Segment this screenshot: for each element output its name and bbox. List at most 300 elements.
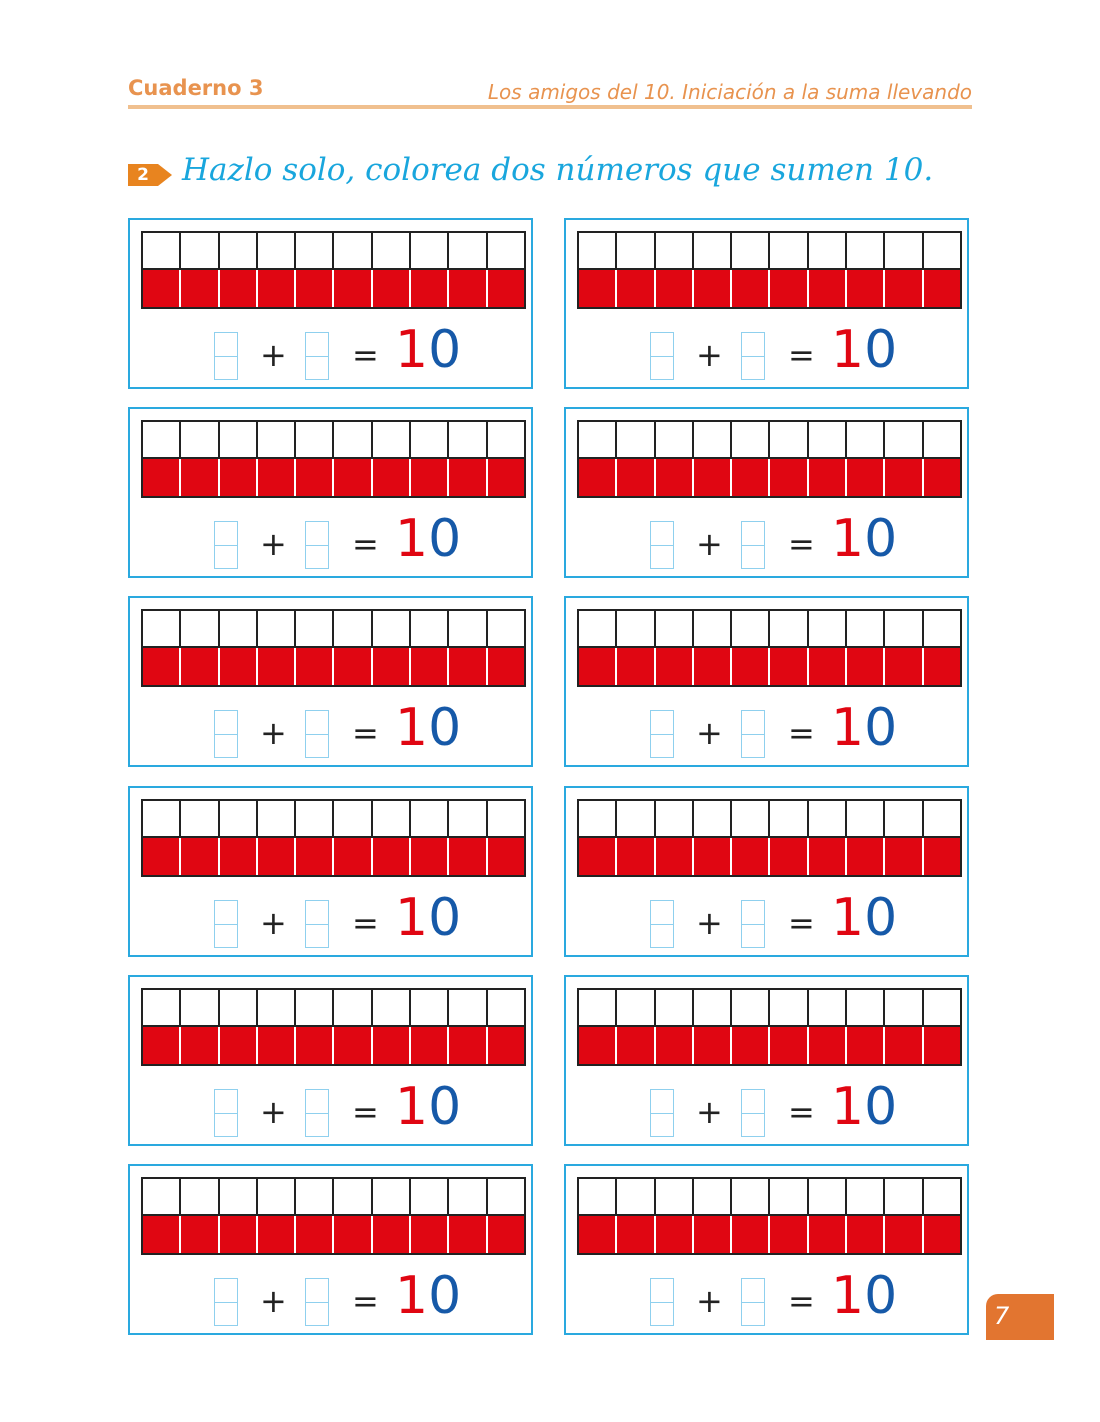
red-cell <box>181 838 219 875</box>
colorable-cell[interactable] <box>334 990 372 1025</box>
colorable-cell[interactable] <box>732 801 770 836</box>
addend-box-1[interactable] <box>650 521 674 569</box>
red-cell <box>656 1027 694 1064</box>
ten-bar-top-row <box>143 990 524 1027</box>
colorable-cell[interactable] <box>924 611 960 646</box>
red-cell <box>258 1216 296 1253</box>
colorable-cell[interactable] <box>885 990 923 1025</box>
colorable-cell[interactable] <box>373 990 411 1025</box>
colorable-cell[interactable] <box>488 233 524 268</box>
colorable-cell[interactable] <box>181 611 219 646</box>
sum-ten <box>395 1266 462 1326</box>
colorable-cell[interactable] <box>732 1179 770 1214</box>
equals-sign: = <box>788 714 815 753</box>
red-cell <box>885 1216 923 1253</box>
colorable-cell[interactable] <box>809 990 847 1025</box>
addend-box-1[interactable] <box>650 1278 674 1326</box>
notebook-title: Cuaderno 3 <box>128 76 264 100</box>
colorable-cell[interactable] <box>656 801 694 836</box>
colorable-cell[interactable] <box>143 611 181 646</box>
red-cell <box>181 648 219 685</box>
colorable-cell[interactable] <box>411 233 449 268</box>
red-cell <box>220 648 258 685</box>
colorable-cell[interactable] <box>258 1179 296 1214</box>
colorable-cell[interactable] <box>258 611 296 646</box>
red-cell <box>373 270 411 307</box>
colorable-cell[interactable] <box>885 233 923 268</box>
colorable-cell[interactable] <box>809 233 847 268</box>
colorable-cell[interactable] <box>334 801 372 836</box>
red-cell <box>334 838 372 875</box>
red-cell <box>220 459 258 496</box>
colorable-cell[interactable] <box>373 801 411 836</box>
ten-bar <box>577 420 962 498</box>
exercise-card <box>564 786 969 957</box>
plus-sign: + <box>696 1282 723 1320</box>
red-cell <box>924 459 960 496</box>
page-header <box>128 74 972 110</box>
sum-ten <box>395 887 462 948</box>
colorable-cell[interactable] <box>809 422 847 457</box>
colorable-cell[interactable] <box>885 1179 923 1214</box>
colorable-cell[interactable] <box>579 233 617 268</box>
colorable-cell[interactable] <box>181 801 219 836</box>
colorable-cell[interactable] <box>770 611 808 646</box>
red-cell <box>847 1216 885 1253</box>
sum-ten <box>831 320 898 380</box>
equation <box>130 320 531 384</box>
colorable-cell[interactable] <box>334 422 372 457</box>
ten-bar-bottom-row <box>579 1216 960 1253</box>
red-cell <box>220 1216 258 1253</box>
addend-box-1[interactable] <box>214 332 238 380</box>
colorable-cell[interactable] <box>411 990 449 1025</box>
colorable-cell[interactable] <box>373 611 411 646</box>
unit-title: Los amigos del 10. Iniciación a la suma llevando <box>487 80 972 104</box>
colorable-cell[interactable] <box>488 801 524 836</box>
colorable-cell[interactable] <box>770 233 808 268</box>
red-cell <box>296 838 334 875</box>
colorable-cell[interactable] <box>924 801 960 836</box>
colorable-cell[interactable] <box>488 1179 524 1214</box>
ten-bar-top-row <box>143 1179 524 1216</box>
red-cell <box>181 1216 219 1253</box>
sum-tens-digit: 1 <box>395 1076 429 1137</box>
colorable-cell[interactable] <box>488 422 524 457</box>
ten-bar-top-row <box>143 801 524 838</box>
colorable-cell[interactable] <box>847 233 885 268</box>
addend-box-2[interactable] <box>741 521 765 569</box>
colorable-cell[interactable] <box>809 611 847 646</box>
red-cell <box>617 459 655 496</box>
colorable-cell[interactable] <box>296 990 334 1025</box>
red-cell <box>579 270 617 307</box>
colorable-cell[interactable] <box>694 233 732 268</box>
colorable-cell[interactable] <box>847 801 885 836</box>
red-cell <box>449 1027 487 1064</box>
addend-box-2[interactable] <box>305 710 329 758</box>
colorable-cell[interactable] <box>296 422 334 457</box>
colorable-cell[interactable] <box>220 422 258 457</box>
sum-units-digit: 0 <box>864 320 898 380</box>
addend-box-2[interactable] <box>741 710 765 758</box>
colorable-cell[interactable] <box>334 1179 372 1214</box>
colorable-cell[interactable] <box>296 801 334 836</box>
red-cell <box>924 838 960 875</box>
ten-bar <box>141 609 526 687</box>
colorable-cell[interactable] <box>411 801 449 836</box>
colorable-cell[interactable] <box>924 990 960 1025</box>
colorable-cell[interactable] <box>617 611 655 646</box>
equation <box>566 698 967 762</box>
sum-ten <box>831 698 898 759</box>
colorable-cell[interactable] <box>296 1179 334 1214</box>
colorable-cell[interactable] <box>143 422 181 457</box>
red-cell <box>770 270 808 307</box>
ten-bar-top-row <box>579 801 960 838</box>
ten-bar <box>141 1177 526 1255</box>
colorable-cell[interactable] <box>220 233 258 268</box>
red-cell <box>656 838 694 875</box>
colorable-cell[interactable] <box>847 1179 885 1214</box>
colorable-cell[interactable] <box>258 801 296 836</box>
colorable-cell[interactable] <box>143 1179 181 1214</box>
ten-bar <box>577 988 962 1066</box>
equation <box>130 1266 531 1330</box>
addend-box-1[interactable] <box>214 1089 238 1137</box>
red-cell <box>143 459 181 496</box>
equals-sign: = <box>352 1092 379 1131</box>
colorable-cell[interactable] <box>656 1179 694 1214</box>
red-cell <box>579 838 617 875</box>
page-tab <box>986 1294 1054 1340</box>
red-cell <box>334 270 372 307</box>
red-cell <box>411 459 449 496</box>
sum-units-digit: 0 <box>428 887 462 948</box>
red-cell <box>656 648 694 685</box>
red-cell <box>143 838 181 875</box>
red-cell <box>809 1216 847 1253</box>
sum-tens-digit: 1 <box>395 509 429 570</box>
ten-bar-top-row <box>579 611 960 648</box>
red-cell <box>885 459 923 496</box>
red-cell <box>809 1027 847 1064</box>
red-cell <box>809 838 847 875</box>
exercise-number: 2 <box>137 165 149 185</box>
colorable-cell[interactable] <box>488 611 524 646</box>
ten-bar-bottom-row <box>143 270 524 307</box>
ten-bar-top-row <box>143 611 524 648</box>
exercise-card <box>564 218 969 389</box>
equation <box>130 698 531 762</box>
sum-units-digit: 0 <box>428 1266 462 1326</box>
colorable-cell[interactable] <box>220 611 258 646</box>
colorable-cell[interactable] <box>334 233 372 268</box>
red-cell <box>334 1027 372 1064</box>
colorable-cell[interactable] <box>847 422 885 457</box>
addend-box-2[interactable] <box>741 332 765 380</box>
sum-tens-digit: 1 <box>831 1076 865 1137</box>
addend-box-2[interactable] <box>741 1278 765 1326</box>
colorable-cell[interactable] <box>296 233 334 268</box>
colorable-cell[interactable] <box>220 990 258 1025</box>
colorable-cell[interactable] <box>770 801 808 836</box>
red-cell <box>579 459 617 496</box>
colorable-cell[interactable] <box>296 611 334 646</box>
addend-box-2[interactable] <box>305 1089 329 1137</box>
colorable-cell[interactable] <box>694 990 732 1025</box>
colorable-cell[interactable] <box>732 233 770 268</box>
equation <box>566 1076 967 1141</box>
addend-box-2[interactable] <box>305 900 329 948</box>
red-cell <box>220 838 258 875</box>
ten-bar-bottom-row <box>143 1027 524 1064</box>
equation <box>130 509 531 573</box>
colorable-cell[interactable] <box>181 1179 219 1214</box>
addend-box-2[interactable] <box>741 900 765 948</box>
ten-bar-top-row <box>579 1179 960 1216</box>
red-cell <box>373 838 411 875</box>
equation <box>566 320 967 384</box>
colorable-cell[interactable] <box>143 801 181 836</box>
red-cell <box>373 1216 411 1253</box>
red-cell <box>258 648 296 685</box>
red-cell <box>143 270 181 307</box>
sum-units-digit: 0 <box>864 1266 898 1326</box>
red-cell <box>847 648 885 685</box>
colorable-cell[interactable] <box>924 1179 960 1214</box>
red-cell <box>847 838 885 875</box>
colorable-cell[interactable] <box>656 422 694 457</box>
red-cell <box>694 1027 732 1064</box>
colorable-cell[interactable] <box>694 801 732 836</box>
colorable-cell[interactable] <box>579 422 617 457</box>
red-cell <box>449 459 487 496</box>
colorable-cell[interactable] <box>924 233 960 268</box>
colorable-cell[interactable] <box>373 1179 411 1214</box>
colorable-cell[interactable] <box>411 1179 449 1214</box>
ten-bar <box>141 799 526 877</box>
ten-bar-bottom-row <box>579 270 960 307</box>
colorable-cell[interactable] <box>579 1179 617 1214</box>
colorable-cell[interactable] <box>809 1179 847 1214</box>
colorable-cell[interactable] <box>449 990 487 1025</box>
colorable-cell[interactable] <box>258 422 296 457</box>
red-cell <box>449 1216 487 1253</box>
red-cell <box>143 648 181 685</box>
red-cell <box>732 648 770 685</box>
sum-units-digit: 0 <box>864 509 898 570</box>
colorable-cell[interactable] <box>143 990 181 1025</box>
red-cell <box>258 1027 296 1064</box>
plus-sign: + <box>260 903 287 942</box>
colorable-cell[interactable] <box>617 422 655 457</box>
addend-box-2[interactable] <box>305 521 329 569</box>
colorable-cell[interactable] <box>258 233 296 268</box>
colorable-cell[interactable] <box>579 801 617 836</box>
addend-box-1[interactable] <box>650 332 674 380</box>
colorable-cell[interactable] <box>656 611 694 646</box>
colorable-cell[interactable] <box>373 422 411 457</box>
colorable-cell[interactable] <box>220 1179 258 1214</box>
ten-bar <box>141 231 526 309</box>
red-cell <box>488 459 524 496</box>
colorable-cell[interactable] <box>334 611 372 646</box>
red-cell <box>334 648 372 685</box>
exercise-card <box>564 975 969 1146</box>
colorable-cell[interactable] <box>258 990 296 1025</box>
red-cell <box>732 459 770 496</box>
red-cell <box>770 1216 808 1253</box>
addend-box-1[interactable] <box>650 710 674 758</box>
ten-bar <box>577 1177 962 1255</box>
plus-sign: + <box>696 714 723 753</box>
red-cell <box>579 648 617 685</box>
red-cell <box>656 1216 694 1253</box>
plus-sign: + <box>696 1092 723 1131</box>
exercise-card <box>128 407 533 578</box>
colorable-cell[interactable] <box>488 990 524 1025</box>
plus-sign: + <box>696 903 723 942</box>
sum-tens-digit: 1 <box>831 1266 865 1326</box>
ten-bar-bottom-row <box>143 838 524 875</box>
plus-sign: + <box>260 336 287 374</box>
colorable-cell[interactable] <box>617 233 655 268</box>
equals-sign: = <box>788 336 815 374</box>
colorable-cell[interactable] <box>181 422 219 457</box>
addend-box-2[interactable] <box>305 1278 329 1326</box>
exercise-card <box>128 1164 533 1335</box>
red-cell <box>770 838 808 875</box>
exercise-card <box>564 596 969 767</box>
ten-bar <box>141 420 526 498</box>
addend-box-1[interactable] <box>650 1089 674 1137</box>
ten-bar-top-row <box>143 233 524 270</box>
red-cell <box>258 838 296 875</box>
colorable-cell[interactable] <box>449 422 487 457</box>
colorable-cell[interactable] <box>770 422 808 457</box>
exercise-number-badge <box>128 164 172 186</box>
colorable-cell[interactable] <box>885 422 923 457</box>
colorable-cell[interactable] <box>885 801 923 836</box>
ten-bar-bottom-row <box>143 648 524 685</box>
colorable-cell[interactable] <box>732 611 770 646</box>
red-cell <box>373 648 411 685</box>
colorable-cell[interactable] <box>617 801 655 836</box>
addend-box-2[interactable] <box>741 1089 765 1137</box>
ten-bar <box>577 609 962 687</box>
colorable-cell[interactable] <box>617 1179 655 1214</box>
addend-box-1[interactable] <box>214 710 238 758</box>
colorable-cell[interactable] <box>449 801 487 836</box>
addend-box-1[interactable] <box>650 900 674 948</box>
exercise-card <box>564 407 969 578</box>
sum-units-digit: 0 <box>428 698 462 759</box>
equals-sign: = <box>352 336 379 374</box>
red-cell <box>143 1027 181 1064</box>
addend-box-2[interactable] <box>305 332 329 380</box>
colorable-cell[interactable] <box>143 233 181 268</box>
colorable-cell[interactable] <box>449 611 487 646</box>
colorable-cell[interactable] <box>449 233 487 268</box>
ten-bar-bottom-row <box>579 459 960 496</box>
exercise-card <box>128 786 533 957</box>
equation <box>130 887 531 952</box>
header-divider <box>128 105 972 109</box>
colorable-cell[interactable] <box>449 1179 487 1214</box>
colorable-cell[interactable] <box>373 233 411 268</box>
colorable-cell[interactable] <box>924 422 960 457</box>
colorable-cell[interactable] <box>181 233 219 268</box>
sum-units-digit: 0 <box>864 1076 898 1137</box>
colorable-cell[interactable] <box>579 611 617 646</box>
colorable-cell[interactable] <box>656 990 694 1025</box>
red-cell <box>411 838 449 875</box>
equals-sign: = <box>788 525 815 564</box>
sum-tens-digit: 1 <box>831 320 865 380</box>
colorable-cell[interactable] <box>809 801 847 836</box>
red-cell <box>694 648 732 685</box>
colorable-cell[interactable] <box>885 611 923 646</box>
addend-box-1[interactable] <box>214 521 238 569</box>
red-cell <box>258 270 296 307</box>
sum-ten <box>831 887 898 948</box>
red-cell <box>809 270 847 307</box>
red-cell <box>847 459 885 496</box>
addend-box-1[interactable] <box>214 900 238 948</box>
colorable-cell[interactable] <box>411 422 449 457</box>
colorable-cell[interactable] <box>617 990 655 1025</box>
sum-ten <box>395 1076 462 1137</box>
colorable-cell[interactable] <box>411 611 449 646</box>
red-cell <box>732 270 770 307</box>
colorable-cell[interactable] <box>181 990 219 1025</box>
instruction-text: Hazlo solo, colorea dos números que sumen 10. <box>182 152 934 188</box>
colorable-cell[interactable] <box>694 422 732 457</box>
equals-sign: = <box>352 525 379 564</box>
red-cell <box>449 270 487 307</box>
sum-tens-digit: 1 <box>395 698 429 759</box>
ten-bar-top-row <box>579 990 960 1027</box>
equals-sign: = <box>788 1282 815 1320</box>
equals-sign: = <box>352 1282 379 1320</box>
colorable-cell[interactable] <box>770 1179 808 1214</box>
colorable-cell[interactable] <box>694 611 732 646</box>
red-cell <box>617 1216 655 1253</box>
red-cell <box>449 648 487 685</box>
red-cell <box>411 1216 449 1253</box>
colorable-cell[interactable] <box>656 233 694 268</box>
colorable-cell[interactable] <box>694 1179 732 1214</box>
colorable-cell[interactable] <box>847 611 885 646</box>
ten-bar <box>141 988 526 1066</box>
red-cell <box>732 1027 770 1064</box>
colorable-cell[interactable] <box>579 990 617 1025</box>
red-cell <box>885 1027 923 1064</box>
red-cell <box>296 1027 334 1064</box>
addend-box-1[interactable] <box>214 1278 238 1326</box>
colorable-cell[interactable] <box>770 990 808 1025</box>
plus-sign: + <box>696 336 723 374</box>
colorable-cell[interactable] <box>732 990 770 1025</box>
red-cell <box>885 270 923 307</box>
sum-ten <box>395 320 462 380</box>
colorable-cell[interactable] <box>847 990 885 1025</box>
colorable-cell[interactable] <box>220 801 258 836</box>
colorable-cell[interactable] <box>732 422 770 457</box>
plus-sign: + <box>260 525 287 564</box>
red-cell <box>617 648 655 685</box>
